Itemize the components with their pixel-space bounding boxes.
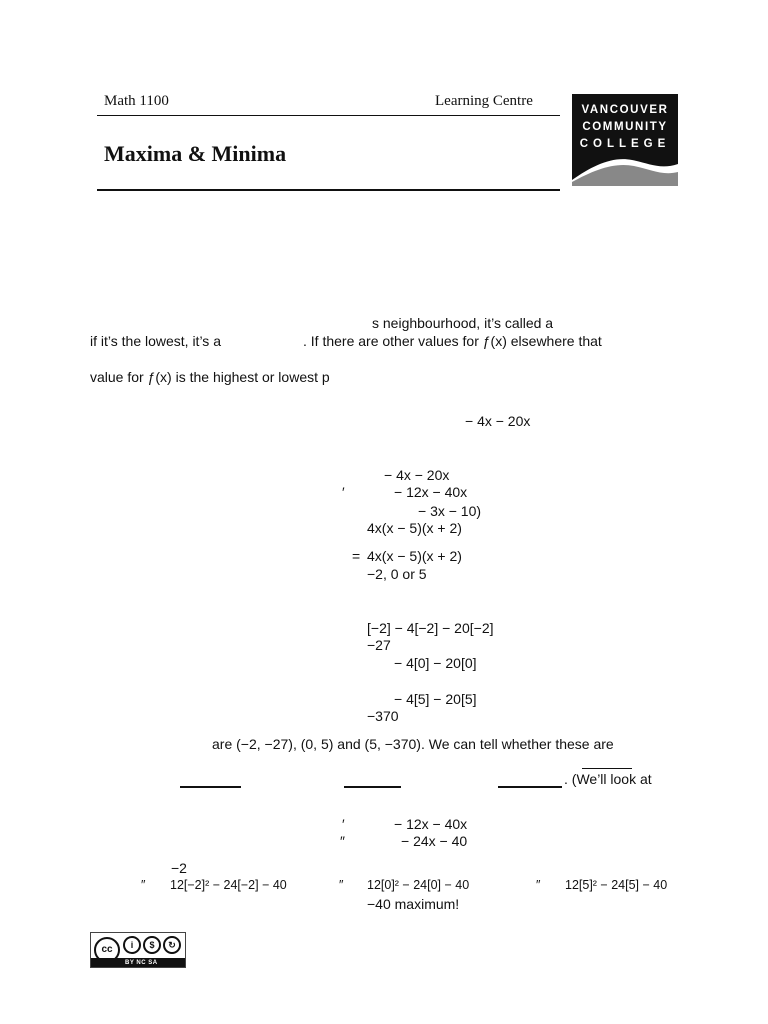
test-2: 12[0]² − 24[0] − 40 — [367, 878, 470, 892]
intro-line-1: s neighbourhood, it’s called a — [372, 315, 554, 331]
answer-blank-1 — [180, 786, 241, 788]
title-rule — [97, 189, 560, 191]
logo-line-2: COMMUNITY — [582, 121, 668, 133]
license-tags: BY NC SA — [125, 960, 158, 966]
derivative-line-5: 4x(x − 5)(x + 2) — [367, 548, 462, 564]
intro-line-2b: . If there are other values for ƒ(x) elsewhere that — [303, 333, 602, 349]
eval-line-5: −370 — [367, 708, 399, 724]
logo-wave-icon — [572, 94, 678, 186]
header-rule — [97, 115, 560, 116]
eval-line-1: [−2] − 4[−2] − 20[−2] — [367, 620, 494, 636]
attribution-icon: i — [123, 936, 141, 954]
derivative-line-2: − 12x − 40x — [394, 484, 468, 500]
second-line-2: − 24x − 40 — [401, 833, 468, 849]
test-result: −40 maximum! — [367, 896, 460, 912]
eval-line-4: − 4[5] − 20[5] — [394, 691, 477, 707]
derivative-line-3: − 3x − 10) — [418, 503, 482, 519]
learning-centre-label: Learning Centre — [435, 93, 533, 109]
test-value: −2 — [171, 860, 187, 876]
answer-blank-3 — [498, 786, 562, 788]
second-prime-mark: ′ — [342, 816, 345, 832]
answer-blank-2 — [344, 786, 401, 788]
cc-icon: cc — [94, 937, 120, 963]
noncommercial-icon: $ — [143, 936, 161, 954]
example-function: − 4x − 20x — [465, 413, 531, 429]
double-prime-mark: ″ — [340, 833, 345, 849]
derivative-line-1: − 4x − 20x — [384, 467, 450, 483]
logo-line-3: COLLEGE — [579, 138, 671, 150]
sharealike-icon: ↻ — [163, 936, 181, 954]
intro-line-3: value for ƒ(x) is the highest or lowest p — [90, 369, 330, 385]
critical-values: −2, 0 or 5 — [367, 566, 427, 582]
intro-line-2: if it’s the lowest, it’s a — [90, 333, 221, 349]
equals-sign: = — [352, 548, 361, 564]
college-logo — [572, 94, 678, 186]
course-name: Math 1100 — [104, 93, 169, 109]
logo-line-1: VANCOUVER — [581, 104, 669, 116]
page-title: Maxima & Minima — [104, 141, 287, 166]
derivative-line-4: 4x(x − 5)(x + 2) — [367, 520, 462, 536]
test-prime-3: ″ — [536, 878, 541, 892]
answer-blank-top — [582, 768, 632, 769]
test-1: 12[−2]² − 24[−2] − 40 — [170, 878, 287, 892]
prime-mark: ′ — [342, 484, 345, 500]
test-prime-2: ″ — [339, 878, 344, 892]
test-3: 12[5]² − 24[5] − 40 — [565, 878, 668, 892]
test-prime-1: ″ — [141, 878, 146, 892]
points-line-2: . (We’ll look at — [564, 771, 652, 787]
eval-line-3: − 4[0] − 20[0] — [394, 655, 477, 671]
second-line-1: − 12x − 40x — [394, 816, 468, 832]
cc-license-badge — [90, 932, 186, 968]
eval-line-2: −27 — [367, 637, 391, 653]
points-line-1: are (−2, −27), (0, 5) and (5, −370). We can tell whether these are — [212, 736, 614, 752]
